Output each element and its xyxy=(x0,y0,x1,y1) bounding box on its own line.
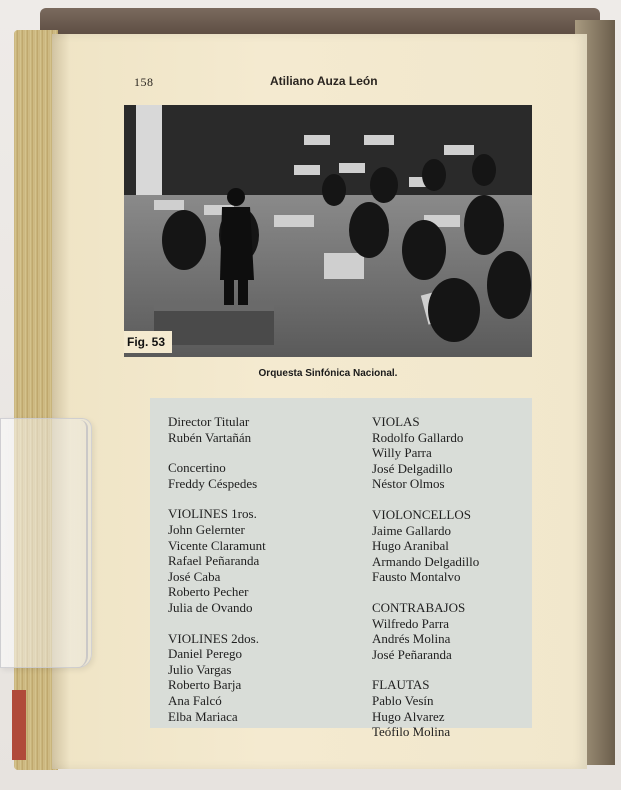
figure-caption: Orquesta Sinfónica Nacional. xyxy=(258,368,398,379)
roster-section xyxy=(168,414,368,445)
member-name: José Delgadillo xyxy=(372,460,453,476)
member-name: Armando Delgadillo xyxy=(372,553,480,569)
orchestra-photo-graphic xyxy=(124,105,532,357)
member-name: Wilfredo Parra xyxy=(372,615,450,631)
member-name: Hugo Aranibal xyxy=(372,538,449,554)
roster-section xyxy=(372,677,532,739)
bookmark-edge xyxy=(64,420,88,668)
member-name: José Caba xyxy=(168,568,221,584)
member-name: Freddy Céspedes xyxy=(168,475,258,491)
member-name: Julio Vargas xyxy=(168,661,232,677)
member-name: Vicente Claramunt xyxy=(168,537,266,553)
roster-section xyxy=(168,460,368,491)
member-name: Pablo Vesín xyxy=(372,692,434,708)
member-name: Fausto Montalvo xyxy=(372,569,461,585)
figure-label: Fig. 53 xyxy=(124,331,172,353)
member-name: John Gelernter xyxy=(168,521,245,537)
section-heading: VIOLINES 2dos. xyxy=(168,630,259,646)
member-name: Andrés Molina xyxy=(372,631,451,647)
orchestra-photo xyxy=(124,105,532,357)
roster-right-column xyxy=(372,414,532,755)
roster-section xyxy=(168,631,368,725)
member-name: Julia de Ovando xyxy=(168,599,253,615)
member-name: Rodolfo Gallardo xyxy=(372,429,464,445)
member-name: Willy Parra xyxy=(372,445,432,461)
section-heading: CONTRABAJOS xyxy=(372,599,466,615)
roster-left-column xyxy=(168,414,368,739)
page-number: 158 xyxy=(134,75,154,89)
member-name: Jaime Gallardo xyxy=(372,522,452,538)
section-heading: VIOLINES 1ros. xyxy=(168,506,257,522)
section-heading: Concertino xyxy=(168,460,226,476)
member-name: Roberto Pecher xyxy=(168,584,249,600)
member-name: Rafael Peñaranda xyxy=(168,553,260,569)
roster-section xyxy=(372,414,532,492)
member-name: Hugo Alvarez xyxy=(372,708,445,724)
section-heading: VIOLAS xyxy=(372,414,420,429)
member-name: Roberto Barja xyxy=(168,677,242,693)
member-name: José Peñaranda xyxy=(372,646,452,662)
roster-section xyxy=(372,600,532,662)
running-head: Atiliano Auza León xyxy=(270,74,378,88)
member-name: Ana Falcó xyxy=(168,692,222,708)
member-name: Rubén Vartañán xyxy=(168,429,252,445)
book-spine-red xyxy=(12,690,26,760)
roster-section xyxy=(168,506,368,615)
member-name: Elba Mariaca xyxy=(168,708,238,724)
member-name: Daniel Perego xyxy=(168,646,243,662)
member-name: Néstor Olmos xyxy=(372,476,445,492)
member-name: Teófilo Molina xyxy=(372,724,451,740)
section-heading: FLAUTAS xyxy=(372,677,430,693)
section-heading: VIOLONCELLOS xyxy=(372,506,471,522)
section-heading: Director Titular xyxy=(168,414,250,429)
roster-section xyxy=(372,507,532,585)
